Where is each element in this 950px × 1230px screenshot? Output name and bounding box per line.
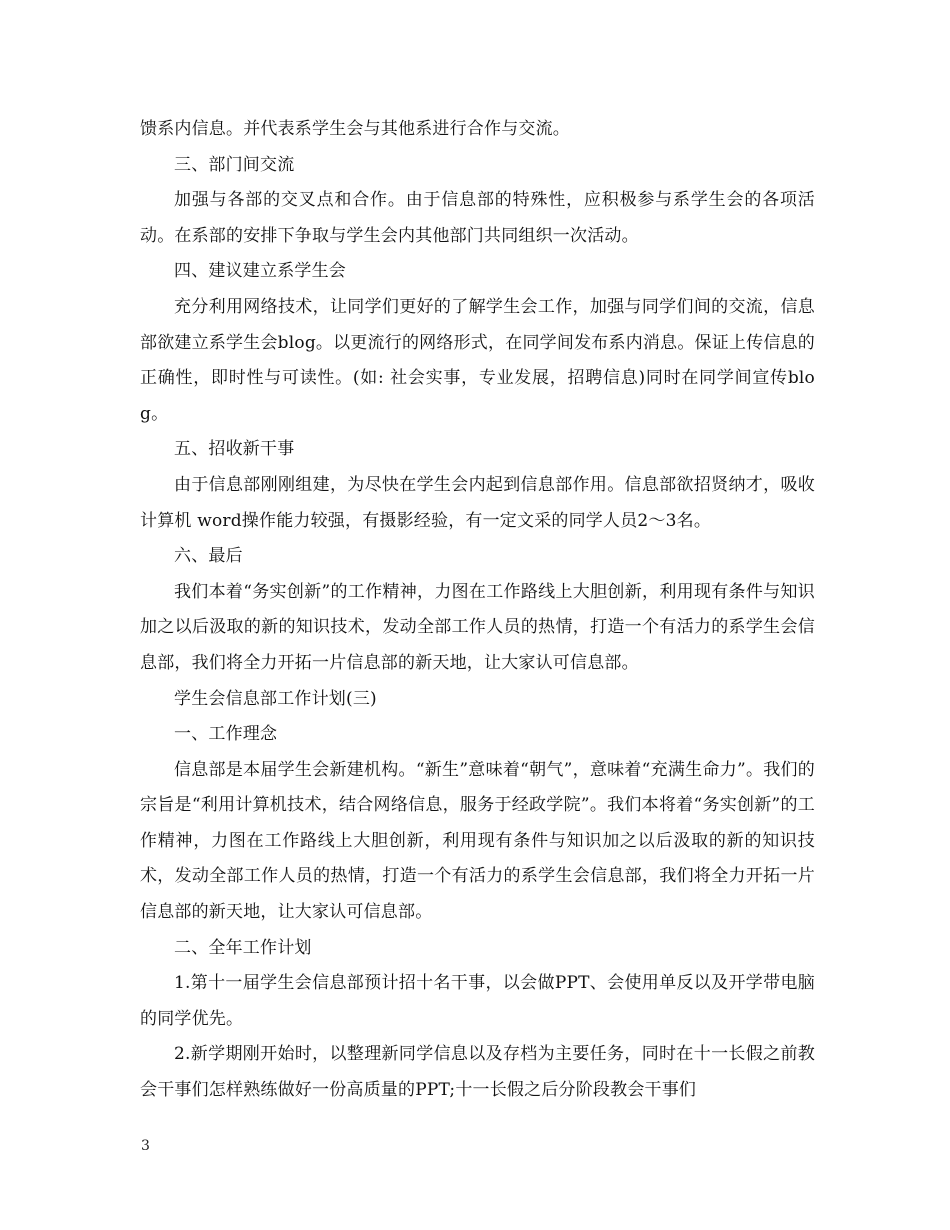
section-heading-4: 四、建议建立系学生会 <box>174 261 346 282</box>
paragraph-blog-proposal: 充分利用网络技术，让同学们更好的了解学生会工作，加强与同学们间的交流，信息部欲建立系学生会blog。以更流行的网络形式，在同学间发布系内消息。保证上传信息的正确性，即时性与可读性。(如: 社会实事，专业发展，招聘信息)同时在同学间宣传blog。 <box>140 296 815 424</box>
document-subtitle: 学生会信息部工作计划(三) <box>174 688 377 709</box>
paragraph-work-concept: 信息部是本届学生会新建机构。“新生”意味着“朝气”，意味着“充满生命力”。我们的宗旨是“利用计算机技术，结合网络信息，服务于经政学院”。我们本将着“务实创新”的工作精神，力图在工作路线上大胆创新，利用现有条件与知识加之以后汲取的新的知识技术，发动全部工作人员的热情，打造一个有活力的系学生会信息部，我们将全力开拓一片信息部的新天地，让大家认可信息部。 <box>140 759 815 923</box>
section-heading-1: 一、工作理念 <box>174 724 278 745</box>
paragraph-conclusion: 我们本着“务实创新”的工作精神，力图在工作路线上大胆创新，利用现有条件与知识加之以后汲取的新的知识技术，发动全部工作人员的热情，打造一个有活力的系学生会信息部，我们将全力开拓一片信息部的新天地，让大家认可信息部。 <box>140 581 815 673</box>
paragraph-continuation: 馈系内信息。并代表系学生会与其他系进行合作与交流。 <box>140 119 570 139</box>
paragraph-plan-item-1: 1.第十一届学生会信息部预计招十名干事，以会做PPT、会使用单反以及开学带电脑的同学优先。 <box>140 973 815 1029</box>
paragraph-plan-item-2: 2.新学期刚开始时，以整理新同学信息以及存档为主要任务，同时在十一长假之前教会干事们怎样熟练做好一份高质量的PPT;十一长假之后分阶段教会干事们 <box>140 1044 815 1101</box>
section-heading-6: 六、最后 <box>174 546 243 567</box>
paragraph-recruitment: 由于信息部刚刚组建，为尽快在学生会内起到信息部作用。信息部欲招贤纳才，吸收计算机 word操作能力较强，有摄影经验，有一定文采的同学人员2～3名。 <box>140 474 815 531</box>
section-heading-5: 五、招收新干事 <box>174 439 295 460</box>
document-body <box>140 112 815 1109</box>
page-number: 3 <box>141 1138 150 1154</box>
section-heading-3: 三、部门间交流 <box>174 154 295 175</box>
section-heading-2: 二、全年工作计划 <box>174 937 312 958</box>
paragraph-department-exchange: 加强与各部的交叉点和合作。由于信息部的特殊性，应积极参与系学生会的各项活动。在系部的安排下争取与学生会内其他部门共同组织一次活动。 <box>140 190 815 246</box>
